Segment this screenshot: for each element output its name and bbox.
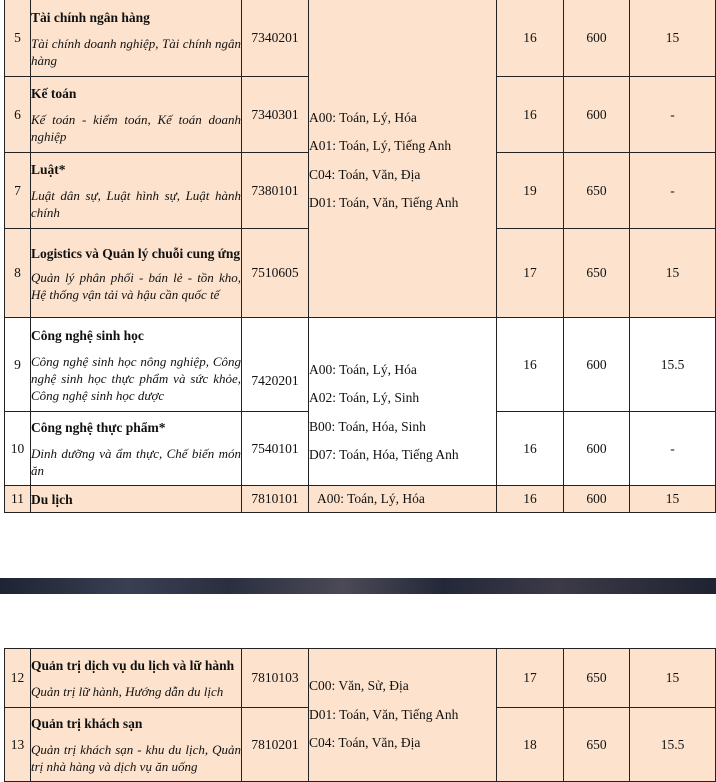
subject-combination: D01: Toán, Văn, Tiếng Anh	[309, 706, 459, 722]
major-specializations: Quản trị khách sạn - khu du lịch, Quản trị nhà hàng và dịch vụ ăn uống	[31, 742, 241, 774]
major-name: Luật*	[31, 162, 66, 177]
major-code: 7420201	[242, 318, 309, 412]
score-cell: 650	[564, 229, 630, 318]
subject-combination: A00: Toán, Lý, Hóa	[309, 109, 417, 125]
table-row	[5, 0, 716, 77]
major-name: Công nghệ sinh học	[31, 327, 144, 343]
major-name: Du lịch	[31, 491, 73, 507]
score-cell: -	[630, 412, 716, 486]
score-cell: 600	[564, 0, 630, 77]
score-cell: 17	[497, 649, 564, 708]
major-code: 7810103	[242, 649, 309, 708]
subject-combination: A00: Toán, Lý, Hóa	[309, 486, 497, 513]
major-name: Kế toán	[31, 86, 77, 101]
major-specializations: Kế toán - kiểm toán, Kế toán doanh nghiệp	[31, 112, 241, 144]
major-cell	[31, 318, 242, 412]
major-code: 7510605	[242, 229, 309, 318]
major-specializations: Công nghệ sinh học nông nghiệp, Công nghệ sinh học thực phẩm và sức khỏe, Công nghệ sinh học dược	[31, 353, 241, 403]
row-number: 9	[5, 318, 31, 412]
score-cell: 18	[497, 708, 564, 782]
score-cell: 650	[564, 153, 630, 229]
subject-combination: D01: Toán, Văn, Tiếng Anh	[309, 195, 459, 210]
table-row	[5, 649, 716, 708]
score-cell: 600	[564, 486, 630, 513]
major-specializations: Dinh dưỡng và ẩm thực, Chế biến món ăn	[31, 446, 241, 478]
score-cell: 16	[497, 77, 564, 153]
admissions-table-1	[4, 0, 716, 513]
major-name: Tài chính ngân hàng	[31, 9, 150, 25]
row-number: 12	[5, 649, 31, 708]
subject-combinations-group-b	[309, 318, 497, 486]
major-cell	[31, 412, 242, 486]
subject-combinations-group-a	[309, 0, 497, 318]
score-cell: 600	[564, 318, 630, 412]
subject-combination: A00: Toán, Lý, Hóa	[309, 361, 417, 377]
score-cell: 650	[564, 708, 630, 782]
page-break-band	[0, 578, 716, 594]
subject-combination: B00: Toán, Hóa, Sinh	[309, 418, 426, 434]
row-number: 7	[5, 153, 31, 229]
major-cell	[31, 649, 242, 708]
major-name: Quản trị khách sạn	[31, 716, 143, 731]
score-cell: -	[630, 77, 716, 153]
score-cell: 16	[497, 412, 564, 486]
table-row	[5, 486, 716, 513]
major-cell	[31, 708, 242, 782]
major-cell	[31, 0, 242, 77]
subject-combination: D07: Toán, Hóa, Tiếng Anh	[309, 447, 459, 462]
major-cell	[31, 486, 242, 513]
score-cell: 16	[497, 0, 564, 77]
subject-combination: C00: Văn, Sử, Địa	[309, 678, 409, 694]
subject-combination: A01: Toán, Lý, Tiếng Anh	[309, 138, 452, 153]
row-number: 10	[5, 412, 31, 486]
admissions-table-2	[4, 648, 716, 782]
major-name: Logistics và Quản lý chuỗi cung ứng	[31, 245, 241, 261]
score-cell: 15	[630, 229, 716, 318]
score-cell: 16	[497, 486, 564, 513]
major-cell	[31, 229, 242, 318]
major-code: 7340301	[242, 77, 309, 153]
major-code: 7380101	[242, 153, 309, 229]
score-cell: 15	[630, 649, 716, 708]
major-name: Quản trị dịch vụ du lịch và lữ hành	[31, 658, 235, 673]
row-number: 11	[5, 486, 31, 513]
subject-combination: A02: Toán, Lý, Sinh	[309, 390, 420, 405]
major-code: 7340201	[242, 0, 309, 77]
score-cell: 600	[564, 412, 630, 486]
score-cell: 17	[497, 229, 564, 318]
score-cell: 15.5	[630, 318, 716, 412]
score-cell: 600	[564, 77, 630, 153]
row-number: 8	[5, 229, 31, 318]
score-cell: 650	[564, 649, 630, 708]
major-cell	[31, 153, 242, 229]
score-cell: -	[630, 153, 716, 229]
major-cell	[31, 77, 242, 153]
major-code: 7540101	[242, 412, 309, 486]
subject-combination: C04: Toán, Văn, Địa	[309, 166, 421, 182]
major-specializations: Luật dân sự, Luật hình sự, Luật hành chính	[31, 188, 241, 220]
score-cell: 16	[497, 318, 564, 412]
score-cell: 15	[630, 486, 716, 513]
major-code: 7810201	[242, 708, 309, 782]
table-row	[5, 318, 716, 412]
major-code: 7810101	[242, 486, 309, 513]
major-specializations: Tài chính doanh nghiệp, Tài chính ngân hàng	[31, 35, 241, 68]
row-number: 6	[5, 77, 31, 153]
score-cell: 15.5	[630, 708, 716, 782]
subject-combinations-group-c	[309, 649, 497, 782]
score-cell: 15	[630, 0, 716, 77]
subject-combination: C04: Toán, Văn, Địa	[309, 735, 421, 751]
major-specializations: Quản trị lữ hành, Hướng dẫn du lịch	[31, 684, 224, 699]
row-number: 13	[5, 708, 31, 782]
major-name: Công nghệ thực phẩm*	[31, 420, 166, 435]
row-number: 5	[5, 0, 31, 77]
major-specializations: Quản lý phân phối - bán lẻ - tồn kho, Hệ thống vận tải và hậu cần quốc tế	[31, 269, 241, 302]
score-cell: 19	[497, 153, 564, 229]
